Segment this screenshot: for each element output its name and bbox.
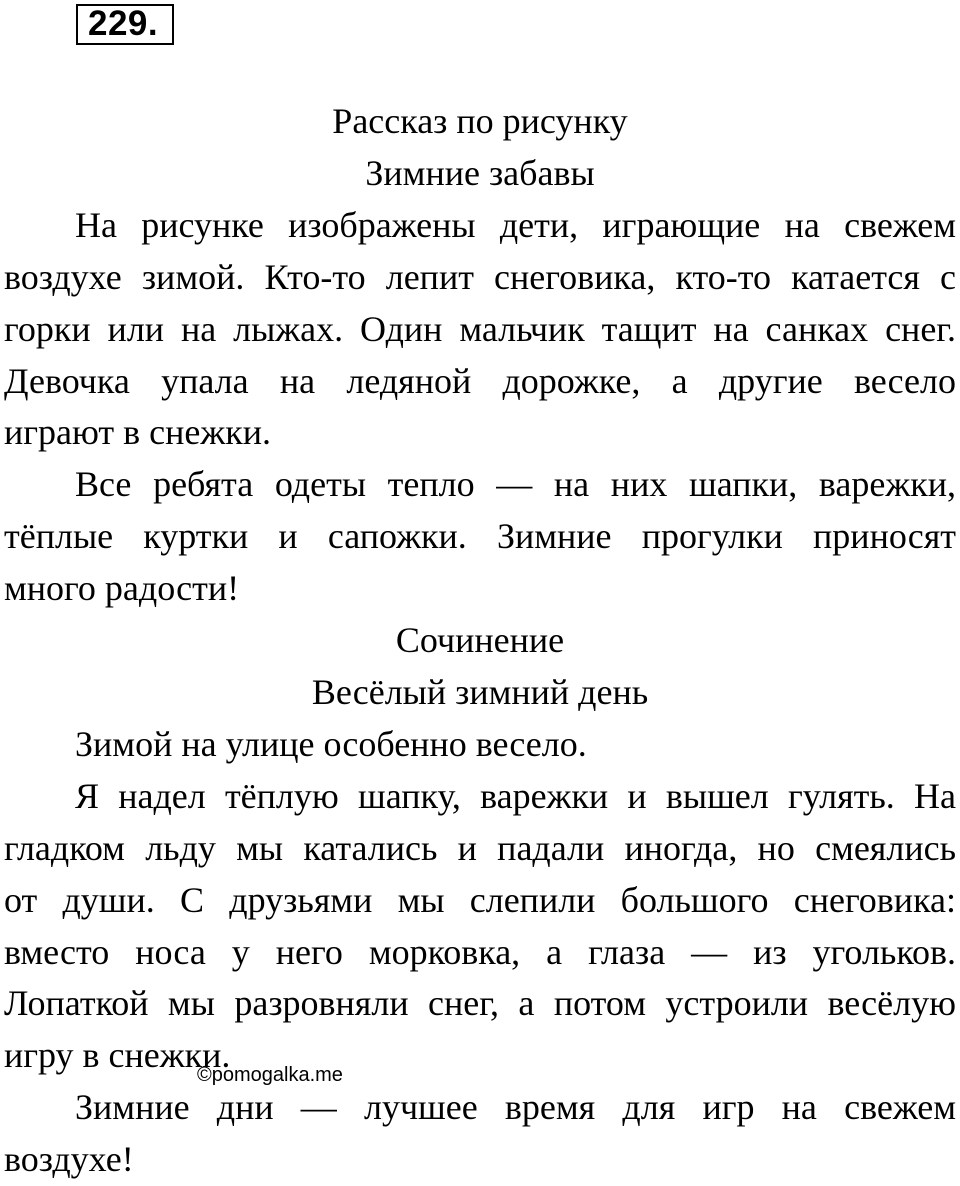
text-line: от души. С друзьями мы слепили большого снеговика: bbox=[4, 879, 956, 920]
text-line: воздухе зимой. Кто-то лепит снеговика, кто-то катается с bbox=[4, 256, 956, 297]
text-line: много радости! bbox=[4, 568, 240, 609]
text-line: Девочка упала на ледяной дорожке, а другие весело bbox=[4, 360, 956, 401]
paragraph-essay-3 bbox=[4, 1082, 956, 1186]
text-line: Зимой на улице особенно весело. bbox=[75, 723, 587, 764]
paragraph-essay-1 bbox=[4, 719, 956, 771]
text-line: Все ребята одеты тепло — на них шапки, варежки, bbox=[75, 464, 956, 505]
text-line: тёплые куртки и сапожки. Зимние прогулки приносят bbox=[4, 516, 956, 557]
text-line: горки или на лыжах. Один мальчик тащит на санках снег. bbox=[4, 308, 956, 349]
text-line: На рисунке изображены дети, играющие на свежем bbox=[75, 204, 956, 245]
section-title-story: Рассказ по рисунку bbox=[332, 101, 628, 141]
watermark: ©pomogalka.me bbox=[197, 1064, 343, 1086]
text-line: игру в снежки. bbox=[4, 1035, 231, 1076]
text-line: играют в снежки. bbox=[4, 412, 272, 453]
section-subtitle-winter-fun: Зимние забавы bbox=[365, 152, 595, 193]
text-line: вместо носа у него морковка, а глаза — из угольков. bbox=[4, 931, 956, 972]
exercise-number: 229. bbox=[76, 4, 174, 45]
section-subtitle-happy-winter-day: Весёлый зимний день bbox=[311, 671, 649, 712]
text-line: Лопаткой мы разровняли снег, а потом устроили весёлую bbox=[4, 983, 956, 1024]
text-line: гладком льду мы катались и падали иногда, но смеялись bbox=[4, 827, 956, 868]
text-line: Я надел тёплую шапку, варежки и вышел гулять. На bbox=[75, 775, 956, 816]
paragraph-story-2 bbox=[4, 459, 956, 615]
text-line: воздухе! bbox=[4, 1139, 134, 1180]
document-body bbox=[4, 96, 956, 1186]
text-line: Зимние дни — лучшее время для игр на свежем bbox=[75, 1087, 956, 1128]
paragraph-essay-2 bbox=[4, 771, 956, 1082]
paragraph-story-1 bbox=[4, 200, 956, 460]
section-title-essay: Сочинение bbox=[395, 620, 565, 661]
